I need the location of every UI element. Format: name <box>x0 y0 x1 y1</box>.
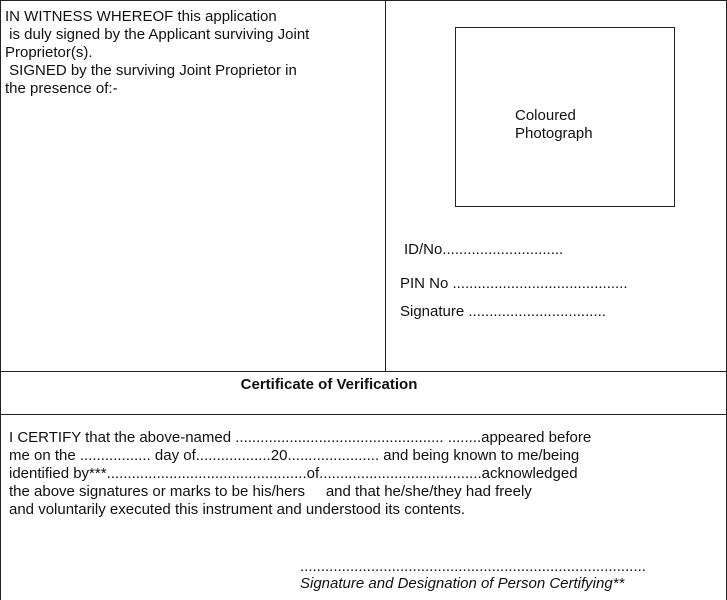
photograph-label-line: Coloured <box>515 107 576 124</box>
photograph-label <box>515 107 655 143</box>
signature-field: Signature ................................. <box>400 303 606 320</box>
witness-statement <box>5 8 375 98</box>
section-divider-top <box>0 371 727 372</box>
pin-number-field: PIN No .......................................... <box>400 275 628 292</box>
certification-line: identified by***................................................of.......................................acknowledged <box>9 465 578 482</box>
photograph-label-line: Photograph <box>515 125 593 142</box>
certification-statement <box>9 429 709 519</box>
certificate-title: Certificate of Verification <box>240 376 418 393</box>
certification-line: me on the ................. day of..................20...................... and being known to me/being <box>9 447 580 464</box>
witness-line: Proprietor(s). <box>5 44 93 61</box>
certification-line: and voluntarily executed this instrument and understood its contents. <box>9 501 466 518</box>
column-divider <box>385 0 386 372</box>
witness-line: SIGNED by the surviving Joint Proprietor in <box>5 62 297 79</box>
section-divider-bottom <box>0 414 727 415</box>
certifier-signature-line: ................................................................................... <box>300 558 646 575</box>
witness-line: the presence of:- <box>5 80 118 97</box>
id-number-field: ID/No............................. <box>404 241 564 258</box>
certification-line: the above signatures or marks to be his/hers and that he/she/they had freely <box>9 483 532 500</box>
certifier-signature-caption: Signature and Designation of Person Certifying** <box>300 575 625 592</box>
certification-line: I CERTIFY that the above-named .................................................. ........appeared before <box>9 429 592 446</box>
witness-line: IN WITNESS WHEREOF this application <box>5 8 277 25</box>
witness-line: is duly signed by the Applicant surviving Joint <box>5 26 310 43</box>
photograph-box <box>455 27 675 207</box>
